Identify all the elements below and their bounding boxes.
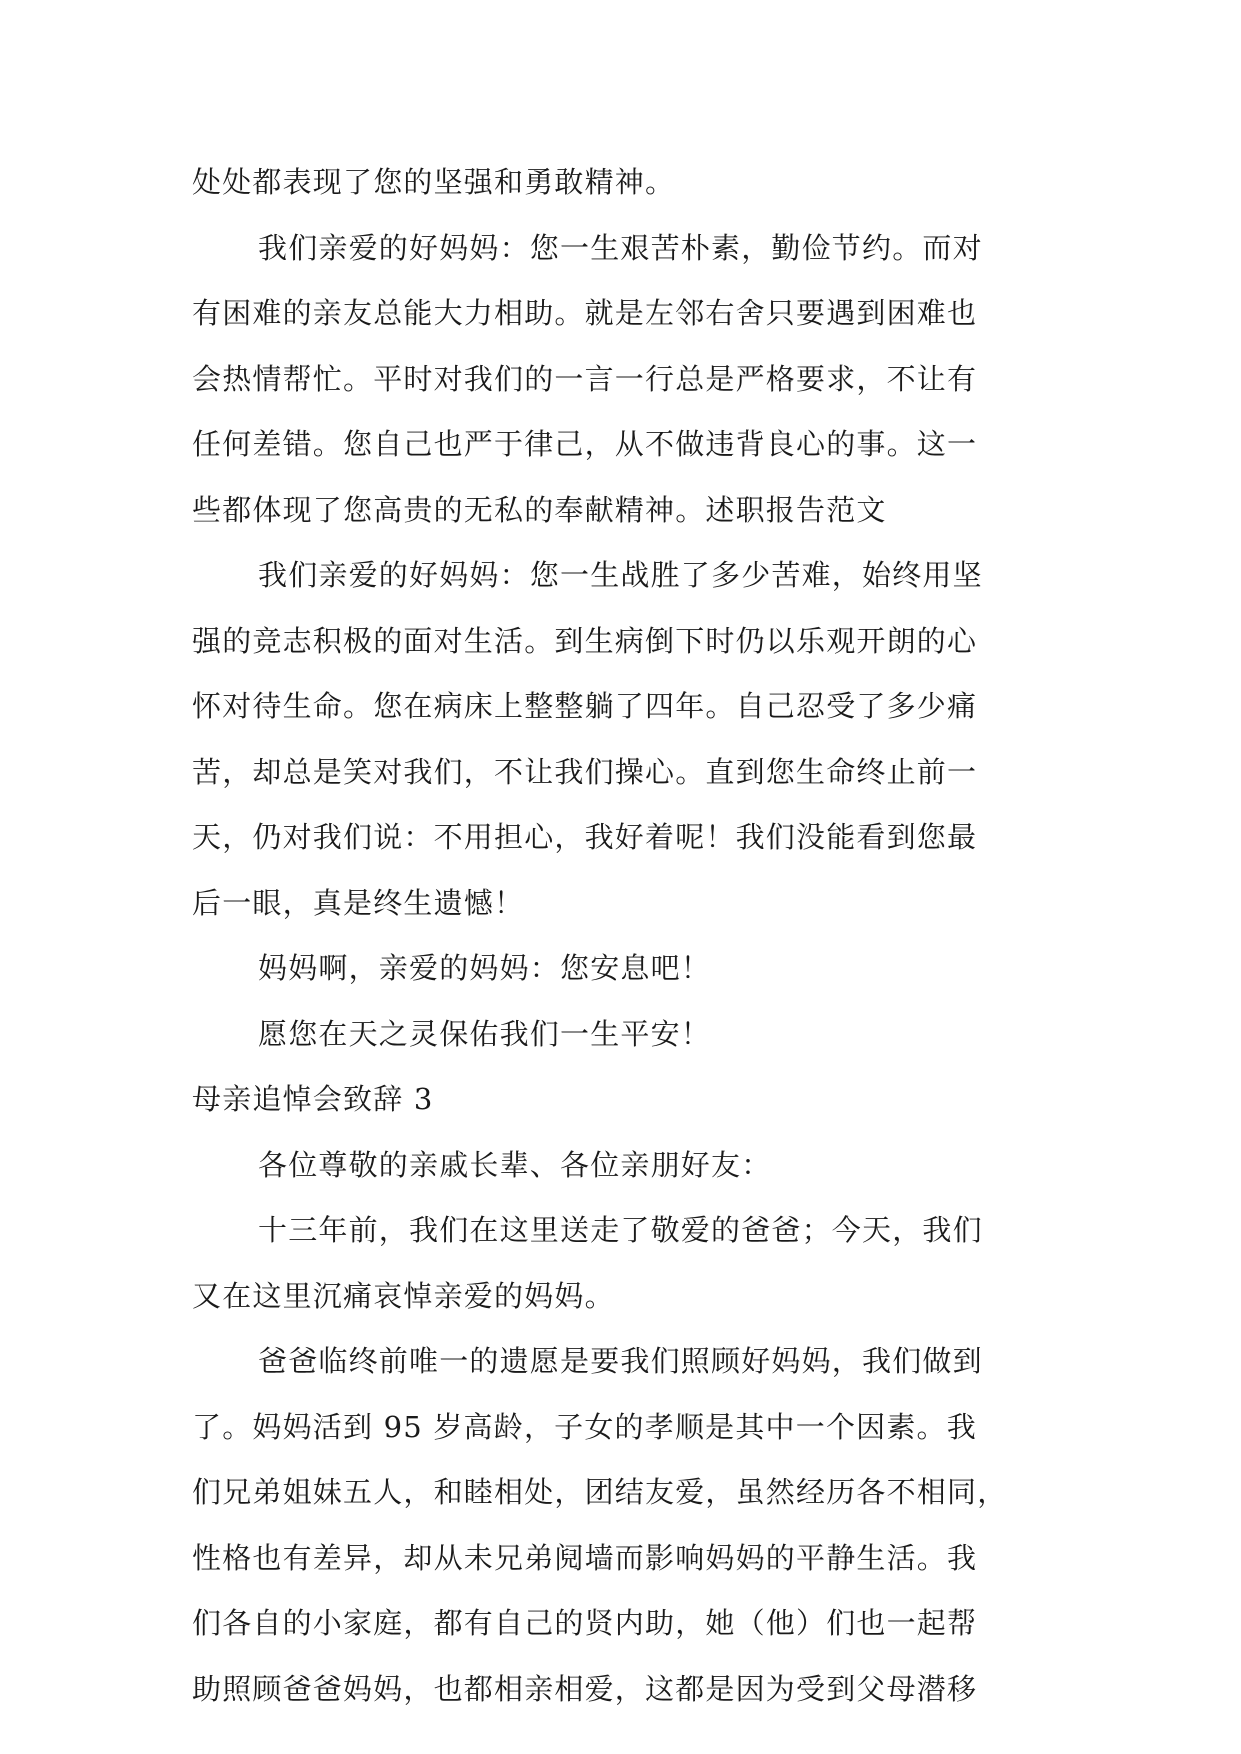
text-line: 助照顾爸爸妈妈，也都相亲相爱，这都是因为受到父母潜移 (192, 1671, 978, 1706)
text-line: 性格也有差异，却从未兄弟阋墙而影响妈妈的平静生活。我 (192, 1540, 978, 1575)
document-page (192, 150, 1058, 1722)
text-line: 苦，却总是笑对我们，不让我们操心。直到您生命终止前一 (192, 754, 978, 789)
text-line: 愿您在天之灵保佑我们一生平安！ (258, 1016, 712, 1051)
text-line: 任何差错。您自己也严于律己，从不做违背良心的事。这一 (192, 427, 978, 461)
text-line: 们兄弟姐妹五人，和睦相处，团结友爱，虽然经历各不相同， (192, 1475, 1008, 1509)
text-line: 爸爸临终前唯一的遗愿是要我们照顾好妈妈，我们做到 (258, 1344, 983, 1378)
text-line: 各位尊敬的亲戚长辈、各位亲朋好友： (258, 1147, 772, 1182)
text-line: 我们亲爱的好妈妈：您一生战胜了多少苦难，始终用坚 (258, 558, 983, 592)
text-line: 母亲追悼会致辞 3 (192, 1082, 434, 1116)
text-line: 了。妈妈活到 95 岁高龄，子女的孝顺是其中一个因素。我 (192, 1409, 977, 1444)
text-line: 怀对待生命。您在病床上整整躺了四年。自己忍受了多少痛 (192, 689, 978, 723)
text-line: 十三年前，我们在这里送走了敬爱的爸爸；今天，我们 (258, 1213, 983, 1247)
text-line: 又在这里沉痛哀悼亲爱的妈妈。 (192, 1278, 615, 1313)
text-line: 处处都表现了您的坚强和勇敢精神。 (192, 165, 676, 199)
text-line: 些都体现了您高贵的无私的奉献精神。述职报告范文 (192, 492, 887, 527)
text-line: 天，仍对我们说：不用担心，我好着呢！我们没能看到您最 (192, 820, 978, 854)
text-line: 妈妈啊，亲爱的妈妈：您安息吧！ (258, 951, 712, 985)
text-line: 后一眼，真是终生遗憾！ (192, 885, 525, 920)
text-line: 有困难的亲友总能大力相助。就是左邻右舍只要遇到困难也 (192, 296, 978, 330)
text-line: 们各自的小家庭，都有自己的贤内助，她（他）们也一起帮 (192, 1606, 978, 1640)
text-line: 强的竞志积极的面对生活。到生病倒下时仍以乐观开朗的心 (192, 623, 978, 658)
text-line: 会热情帮忙。平时对我们的一言一行总是严格要求，不让有 (192, 361, 978, 396)
text-line: 我们亲爱的好妈妈：您一生艰苦朴素，勤俭节约。而对 (258, 230, 983, 265)
